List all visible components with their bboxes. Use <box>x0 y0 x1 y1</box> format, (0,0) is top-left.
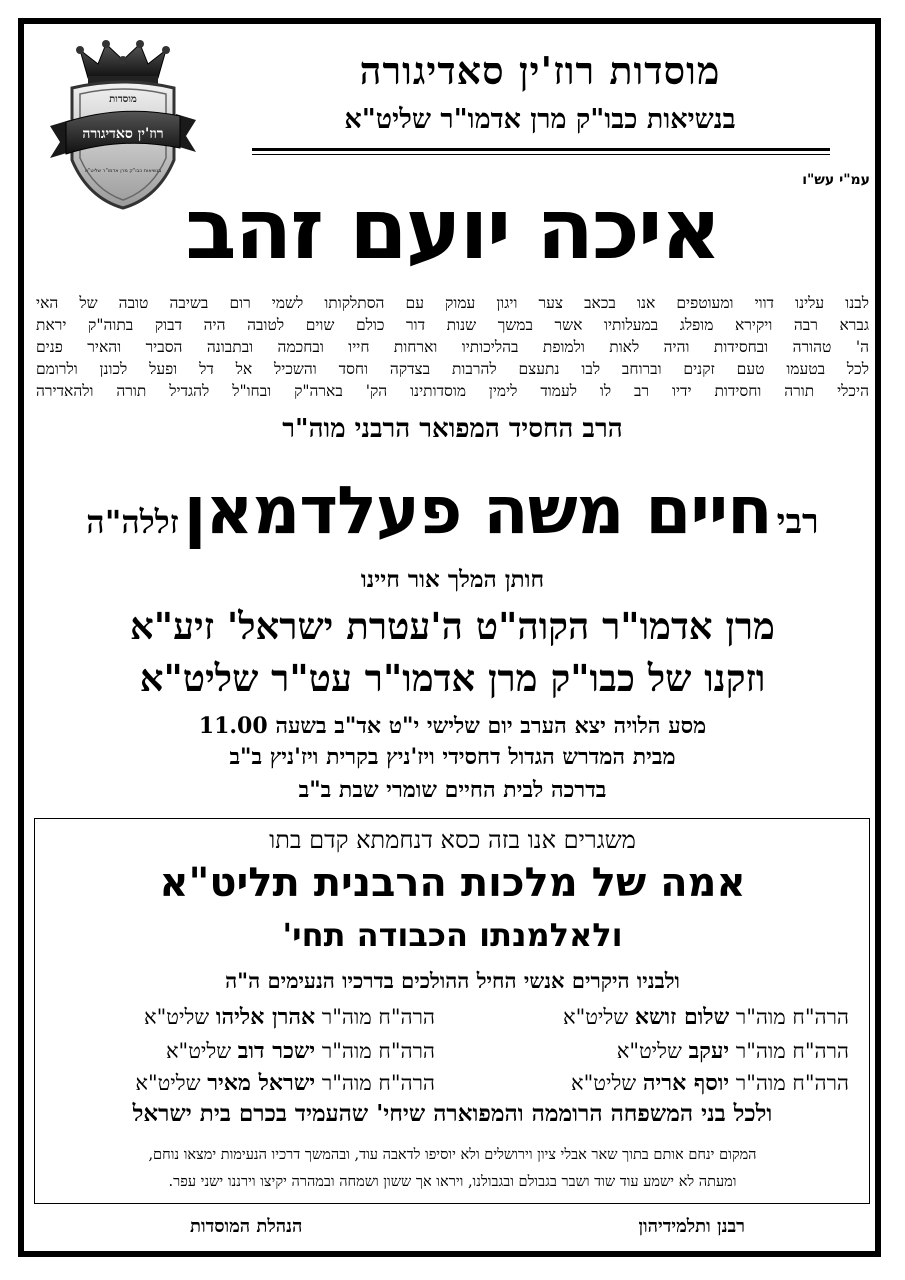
paragraph-line: לבנו עלינו דווי ומעוטפים אנו בכאב צער ויגון עמוק עם הסתלקותו לשמי רום בשיבה טובה של האי <box>36 294 869 312</box>
header-rule <box>252 148 830 151</box>
son-entry: הרה"ח מוה"ר ישראל מאיר שליט"א <box>135 1070 435 1096</box>
deceased-name: חיים משה פעלדמאן <box>183 472 772 549</box>
blessing-line: ומעתה לא ישמע עוד שוד ושבר בגבולם ובגבולנו, ויראו אך ששון ושמחה ובמהרה יקיצו וירננו ישני עפר. <box>168 1174 737 1190</box>
daughter-line: אמה של מלכות הרבנית תליט"א <box>159 860 746 906</box>
rebbe-line-1: מרן אדמו"ר הקוה"ט ה'עטרת ישראל' זיע"א <box>130 604 775 648</box>
widow-line: ולאלמנתו הכבודה תחי' <box>282 916 623 954</box>
sons-intro: ולבניו היקרים אנשי החיל ההולכים בדרכיו הנעימים ה"ה <box>225 968 680 993</box>
svg-text:רוז'ין סאדיגורה: רוז'ין סאדיגורה <box>82 126 164 142</box>
name-prefix: רבי <box>776 502 819 542</box>
abbreviation: עמ"י עש"ו <box>802 172 870 188</box>
funeral-route: בדרכה לבית החיים שומרי שבת ב"ב <box>298 777 607 803</box>
header-rule-thin <box>252 154 830 155</box>
funeral-time: מסע הלויה יצא הערב יום שלישי י"ט אד"ב בשעה 11.00 <box>198 713 707 739</box>
deceased-rank: הרב החסיד המפואר הרבני מוה"ר <box>282 414 623 444</box>
relation-line: חותן המלך אור חיינו <box>360 566 545 593</box>
presidency-line: בנשיאות כבו"ק מרן אדמו"ר שליט"א <box>344 104 736 135</box>
name-suffix: זללה"ה <box>86 503 179 541</box>
son-entry: הרה"ח מוה"ר שלום זושא שליט"א <box>562 1004 849 1030</box>
consolation-blessing <box>40 1142 865 1196</box>
signature-rabbis: רבנן ותלמידיהון <box>638 1216 745 1237</box>
eulogy-paragraph <box>36 292 869 402</box>
crown-icon <box>76 40 170 84</box>
headline: איכה יועם זהב <box>185 180 720 278</box>
family-line: ולכל בני המשפחה הרוממה והמפוארה שיחי' שהעמיד בכרם בית ישראל <box>132 1100 773 1127</box>
organization-name: מוסדות רוז'ין סאדיגורה <box>359 48 721 93</box>
blessing-line: המקום ינחם אותם בתוך שאר אבלי ציון וירושלים ולא יוסיפו לדאבה עוד, ובהמשך דרכיו הנעימות ימצאו נוחם, <box>148 1147 757 1163</box>
deceased-name-line <box>0 472 905 562</box>
son-entry: הרה"ח מוה"ר אהרן אליהו שליט"א <box>144 1004 435 1030</box>
son-entry: הרה"ח מוה"ר ישכר דוב שליט"א <box>165 1038 435 1064</box>
rebbe-line-2: וזקנו של כבו"ק מרן אדמו"ר עט"ר שליט"א <box>139 656 766 700</box>
condolence-intro: משגרים אנו בזה כסא דנחמתא קדם בתו <box>269 826 636 854</box>
paragraph-line: לכל בטעמו טעם זקנים וברוחב לבו נתעצם להרבות בצדקה וחסד והשכיל אל דל ופעל לכונן ולרומם <box>36 360 869 378</box>
paragraph-line: היכלי תורה וחסידות ידיו רב לו לעמוד לימין מוסדותינו הק' בארה"ק ובחו"ל להגדיל תורה ולהאדירה <box>36 382 869 400</box>
svg-text:מוסדות: מוסדות <box>109 94 137 105</box>
son-entry: הרה"ח מוה"ר יוסף אריה שליט"א <box>571 1070 849 1096</box>
signature-management: הנהלת המוסדות <box>190 1216 303 1237</box>
svg-text:בנשיאות כבו"ק מרן אדמו"ר שליט": בנשיאות כבו"ק מרן אדמו"ר שליט"א <box>84 168 162 174</box>
funeral-place: מבית המדרש הגדול דחסידי ויז'ניץ בקרית ויז'ניץ ב"ב <box>229 744 676 770</box>
paragraph-line: גברא רבה ויקירא מופלג במעלותיו אשר במשך שנות דור כולם שוים לטובה היה דבוק בתוה"ק יראת <box>36 316 869 334</box>
paragraph-line: ה' טהורה ובחסידות והיה לאות ולמופת בהליכותיו וארחות חייו ובחכמה ובתבונה הסביר והאיר פנים <box>36 338 869 356</box>
son-entry: הרה"ח מוה"ר יעקב שליט"א <box>616 1038 849 1064</box>
